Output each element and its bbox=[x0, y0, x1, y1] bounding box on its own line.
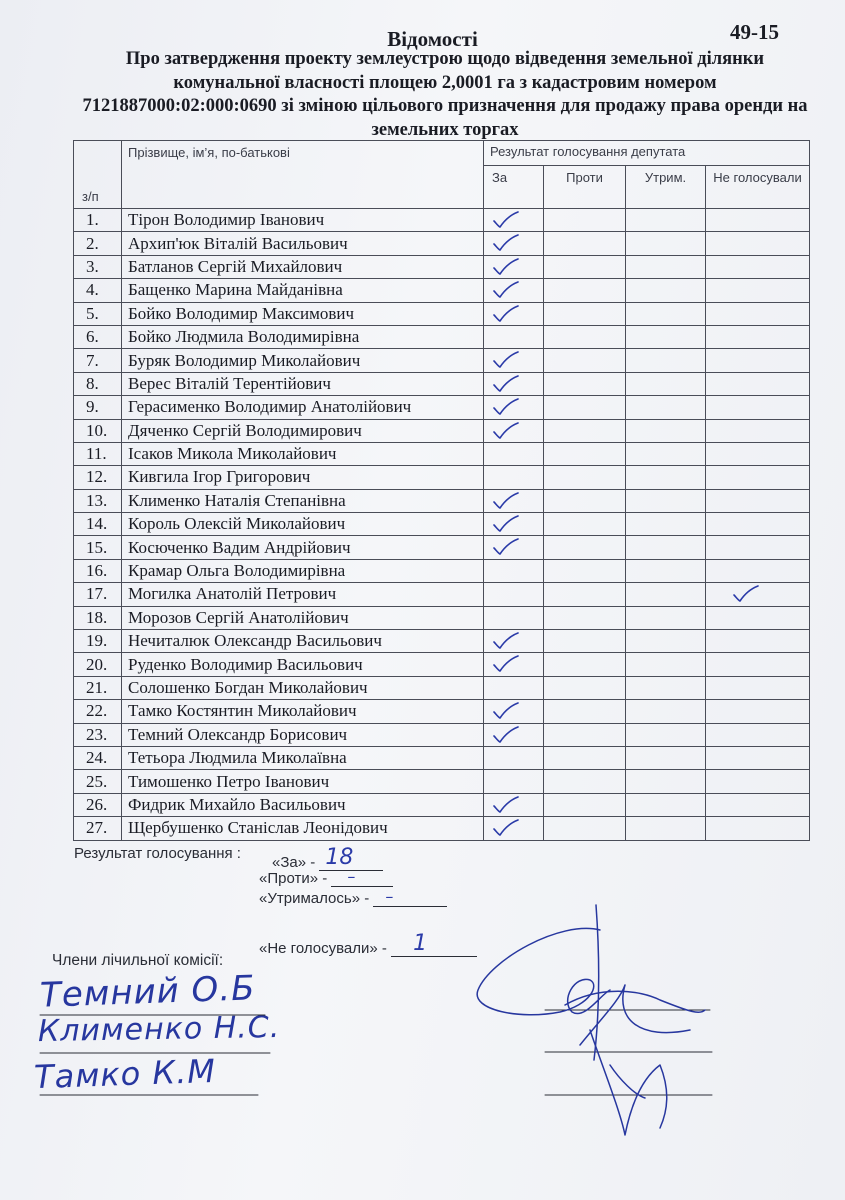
document-number: 49-15 bbox=[730, 20, 779, 44]
row-number: 27. bbox=[74, 817, 122, 840]
row-number: 14. bbox=[74, 513, 122, 536]
deputy-name: Король Олексій Миколайович bbox=[122, 513, 484, 536]
results-label: Результат голосування : bbox=[74, 845, 241, 862]
deputy-name: Бойко Людмила Володимирівна bbox=[122, 325, 484, 348]
row-number: 11. bbox=[74, 442, 122, 465]
deputy-name: Батланов Сергій Михайлович bbox=[122, 255, 484, 278]
document-heading: Про затвердження проекту землеустрою щодо відведення земельної ділянки комунальної власності площею 2,0001 га з кадастровим номером 7121887000:02:000:0690 зі зміною цільового призначення для продажу права оренди на земельних торгах bbox=[82, 49, 808, 140]
deputy-name: Морозов Сергій Анатолійович bbox=[122, 606, 484, 629]
row-number: 15. bbox=[74, 536, 122, 559]
result-not-voted-value: 1 bbox=[391, 931, 477, 957]
result-for-value: 18 bbox=[319, 845, 383, 871]
deputy-name: Щербушенко Станіслав Леонідович bbox=[122, 817, 484, 840]
header-abstain: Утрим. bbox=[626, 166, 706, 209]
deputy-name: Темний Олександр Борисович bbox=[122, 723, 484, 746]
signature-3: Тамко К.М bbox=[33, 1051, 217, 1097]
header-for: За bbox=[484, 166, 544, 209]
deputy-name: Могилка Анатолій Петрович bbox=[122, 583, 484, 606]
deputy-name: Фидрик Михайло Васильович bbox=[122, 793, 484, 816]
deputy-name: Буряк Володимир Миколайович bbox=[122, 349, 484, 372]
signature-2: Клименко Н.С. bbox=[37, 1009, 281, 1050]
row-number: 1. bbox=[74, 209, 122, 232]
deputy-name: Кивгила Ігор Григорович bbox=[122, 466, 484, 489]
row-number: 16. bbox=[74, 559, 122, 582]
result-abstain-value: – bbox=[373, 887, 447, 907]
row-number: 6. bbox=[74, 325, 122, 348]
deputy-name: Верес Віталій Терентійович bbox=[122, 372, 484, 395]
deputy-name: Ісаков Микола Миколайович bbox=[122, 442, 484, 465]
deputy-name: Солошенко Богдан Миколайович bbox=[122, 676, 484, 699]
row-number: 25. bbox=[74, 770, 122, 793]
row-number: 13. bbox=[74, 489, 122, 512]
deputy-name: Косюченко Вадим Андрійович bbox=[122, 536, 484, 559]
row-number: 20. bbox=[74, 653, 122, 676]
deputy-name: Тетьора Людмила Миколаївна bbox=[122, 746, 484, 769]
deputy-name: Руденко Володимир Васильович bbox=[122, 653, 484, 676]
deputy-name: Бойко Володимир Максимович bbox=[122, 302, 484, 325]
commission-label: Члени лічильної комісії: bbox=[52, 952, 224, 969]
deputy-name: Дяченко Сергій Володимирович bbox=[122, 419, 484, 442]
signature-1: Темний О.Б bbox=[39, 968, 257, 1016]
row-number: 17. bbox=[74, 583, 122, 606]
deputy-name: Бащенко Марина Майданівна bbox=[122, 279, 484, 302]
row-number: 23. bbox=[74, 723, 122, 746]
result-abstain-label: «Утрималось» - bbox=[259, 890, 370, 907]
row-number: 3. bbox=[74, 255, 122, 278]
document-title: Відомості bbox=[387, 27, 478, 51]
header-result: Результат голосування депутата bbox=[484, 141, 810, 166]
deputy-name: Тірон Володимир Іванович bbox=[122, 209, 484, 232]
header-num: з/п bbox=[74, 141, 122, 209]
result-against-label: «Проти» - bbox=[259, 870, 328, 887]
row-number: 10. bbox=[74, 419, 122, 442]
row-number: 7. bbox=[74, 349, 122, 372]
row-number: 22. bbox=[74, 700, 122, 723]
row-number: 9. bbox=[74, 396, 122, 419]
deputy-name: Крамар Ольга Володимирівна bbox=[122, 559, 484, 582]
result-against-value: – bbox=[331, 867, 393, 887]
row-number: 5. bbox=[74, 302, 122, 325]
row-number: 19. bbox=[74, 630, 122, 653]
deputy-name: Архип'юк Віталій Васильович bbox=[122, 232, 484, 255]
result-not-voted-label: «Не голосували» - bbox=[259, 940, 387, 957]
header-not-voted: Не голосували bbox=[706, 166, 810, 209]
row-number: 4. bbox=[74, 279, 122, 302]
header-against: Проти bbox=[544, 166, 626, 209]
deputy-name: Герасименко Володимир Анатолійович bbox=[122, 396, 484, 419]
row-number: 18. bbox=[74, 606, 122, 629]
deputy-name: Тимошенко Петро Іванович bbox=[122, 770, 484, 793]
row-number: 8. bbox=[74, 372, 122, 395]
row-number: 12. bbox=[74, 466, 122, 489]
deputy-name: Клименко Наталія Степанівна bbox=[122, 489, 484, 512]
deputy-name: Тамко Костянтин Миколайович bbox=[122, 700, 484, 723]
row-number: 21. bbox=[74, 676, 122, 699]
row-number: 24. bbox=[74, 746, 122, 769]
row-number: 26. bbox=[74, 793, 122, 816]
result-for-label: «За» - bbox=[272, 854, 316, 871]
header-name: Прізвище, ім’я, по-батькові bbox=[122, 141, 484, 209]
deputy-name: Нечиталюк Олександр Васильович bbox=[122, 630, 484, 653]
row-number: 2. bbox=[74, 232, 122, 255]
